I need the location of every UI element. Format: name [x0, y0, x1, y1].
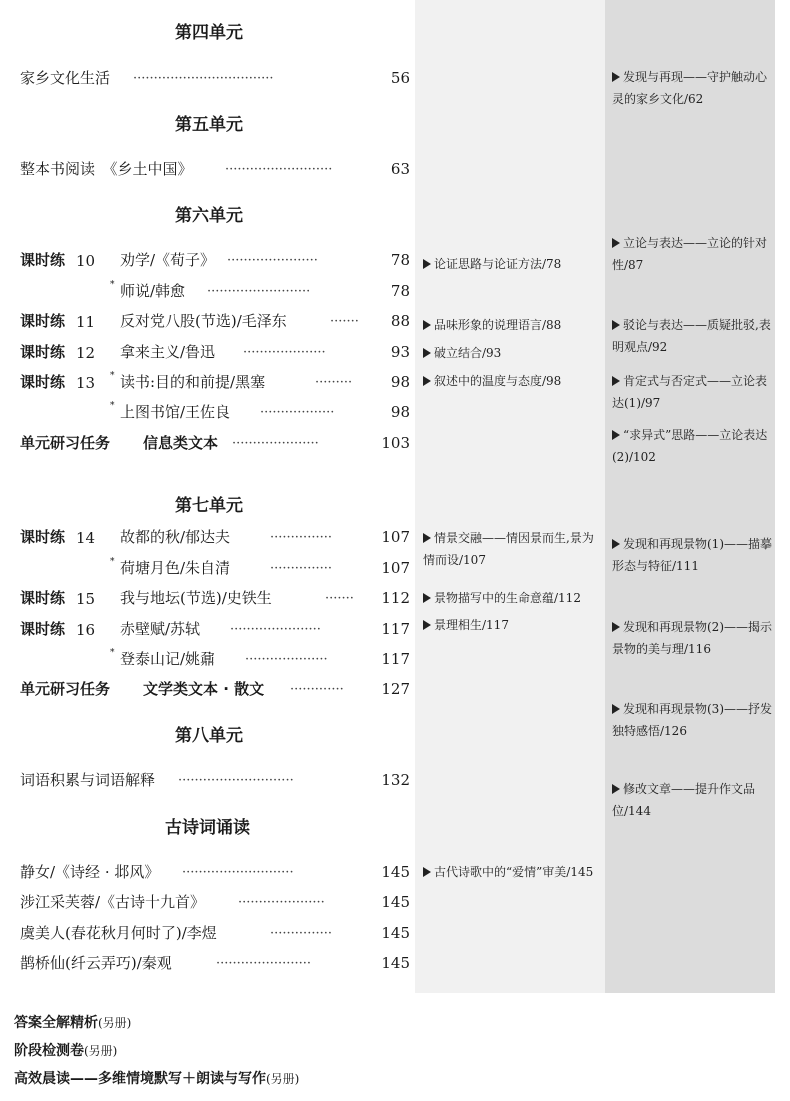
triangle-bullet-icon: [423, 867, 431, 877]
dot-leader: ···············: [270, 561, 332, 576]
right-note: 发现和再现景物(1)——描摹形态与特征/111: [612, 537, 772, 573]
right-note: 驳论与表达——质疑批驳,表明观点/92: [612, 318, 771, 354]
entry-page: 132: [381, 771, 410, 789]
entry-page: 145: [381, 863, 410, 881]
entry-page: 117: [381, 620, 410, 638]
triangle-bullet-icon: [612, 72, 620, 82]
optional-star: *: [110, 557, 115, 567]
entry-title: 师说/韩愈: [120, 282, 186, 300]
lesson-number: 15: [76, 590, 96, 608]
dot-leader: ·····················: [232, 436, 319, 451]
entry-page: 63: [390, 160, 410, 178]
dot-leader: ······················: [227, 253, 318, 268]
right-note: 发现与再现——守护触动心灵的家乡文化/62: [612, 70, 768, 106]
entry-page: 93: [390, 343, 410, 361]
entry-page: 88: [390, 312, 410, 330]
triangle-bullet-icon: [612, 238, 620, 248]
optional-star: *: [110, 648, 115, 658]
lesson-label: 课时练: [20, 343, 66, 361]
lesson-number: 10: [76, 252, 96, 270]
mid-notes-column: [415, 0, 605, 993]
entry-page: 107: [381, 528, 410, 546]
triangle-bullet-icon: [423, 320, 431, 330]
right-note: 发现和再现景物(3)——抒发独特感悟/126: [612, 702, 772, 738]
unit-title-6: 第六单元: [175, 206, 243, 226]
entry-title: 故都的秋/郁达夫: [120, 528, 231, 546]
mid-note: 古代诗歌中的“爱情”审美/145: [423, 861, 603, 883]
entry-page: 145: [381, 924, 410, 942]
right-note: “求异式”思路——立论表达(2)/102: [612, 428, 768, 464]
triangle-bullet-icon: [423, 376, 431, 386]
unit-title-4: 第四单元: [175, 23, 243, 43]
footer-morning-reading: 高效晨读——多维情境默写＋朗读与写作(另册): [14, 1071, 300, 1087]
lesson-label: 课时练: [20, 312, 66, 330]
unit-title-7: 第七单元: [175, 496, 243, 516]
lesson-label: 课时练: [20, 373, 66, 391]
dot-leader: ······················: [230, 622, 321, 637]
dot-leader: ·····················: [238, 895, 325, 910]
entry-page: 98: [390, 403, 410, 421]
dot-leader: ·······: [330, 314, 359, 329]
entry-page: 112: [381, 589, 410, 607]
dot-leader: ·························: [207, 284, 311, 299]
dot-leader: ···························: [182, 865, 294, 880]
triangle-bullet-icon: [423, 259, 431, 269]
dot-leader: ·········: [315, 375, 353, 390]
mid-note: 论证思路与论证方法/78: [423, 253, 603, 275]
lesson-number: 16: [76, 621, 96, 639]
optional-star: *: [110, 371, 115, 381]
lesson-number: 11: [76, 313, 96, 331]
lesson-label: 课时练: [20, 528, 66, 546]
lesson-number: 14: [76, 529, 96, 547]
footer-tests: 阶段检测卷(另册): [14, 1043, 118, 1059]
entry-page: 103: [381, 434, 410, 452]
mid-note: 品味形象的说理语言/88: [423, 314, 603, 336]
unit-title-ancient-poetry: 古诗词诵读: [165, 818, 250, 838]
entry-title: 虞美人(春花秋月何时了)/李煜: [20, 924, 217, 942]
optional-star: *: [110, 280, 115, 290]
entry-title: 赤壁赋/苏轼: [120, 620, 201, 638]
lesson-label: 课时练: [20, 589, 66, 607]
dot-leader: ····························: [178, 773, 294, 788]
dot-leader: ··································: [133, 71, 274, 86]
right-note: 发现和再现景物(2)——揭示景物的美与理/116: [612, 620, 772, 656]
entry-title: 反对党八股(节选)/毛泽东: [120, 312, 287, 330]
entry-title: 上图书馆/王佐良: [120, 403, 231, 421]
dot-leader: ··················: [260, 405, 335, 420]
entry-page: 145: [381, 893, 410, 911]
entry-page: 127: [381, 680, 410, 698]
entry-page: 98: [390, 373, 410, 391]
triangle-bullet-icon: [612, 430, 620, 440]
entry-title: 静女/《诗经 · 邶风》: [20, 863, 160, 881]
entry-title: 鹊桥仙(纤云弄巧)/秦观: [20, 954, 172, 972]
dot-leader: ·············: [290, 682, 344, 697]
entry-title: 拿来主义/鲁迅: [120, 343, 216, 361]
triangle-bullet-icon: [423, 620, 431, 630]
mid-note: 叙述中的温度与态度/98: [423, 370, 603, 392]
task-label: 单元研习任务: [20, 680, 111, 698]
entry-title: 整本书阅读 《乡土中国》: [20, 160, 193, 178]
entry-page: 78: [390, 251, 410, 269]
right-note: 立论与表达——立论的针对性/87: [612, 236, 768, 272]
entry-title: 劝学/《荀子》: [120, 251, 216, 269]
mid-note: 破立结合/93: [423, 342, 603, 364]
triangle-bullet-icon: [612, 784, 620, 794]
entry-title: 登泰山记/姚鼐: [120, 650, 216, 668]
right-note: 肯定式与否定式——立论表达(1)/97: [612, 374, 768, 410]
entry-page: 56: [390, 69, 410, 87]
dot-leader: ···············: [270, 530, 332, 545]
mid-note: 景物描写中的生命意蕴/112: [423, 587, 603, 609]
entry-title: 词语积累与词语解释: [20, 771, 156, 789]
right-note: 修改文章——提升作文品位/144: [612, 782, 756, 818]
triangle-bullet-icon: [612, 320, 620, 330]
lesson-number: 13: [76, 374, 96, 392]
optional-star: *: [110, 401, 115, 411]
lesson-label: 课时练: [20, 620, 66, 638]
dot-leader: ··························: [225, 162, 333, 177]
entry-title: 荷塘月色/朱自清: [120, 559, 231, 577]
triangle-bullet-icon: [612, 704, 620, 714]
unit-title-5: 第五单元: [175, 115, 243, 135]
entry-page: 145: [381, 954, 410, 972]
right-notes-column: [605, 0, 775, 993]
triangle-bullet-icon: [612, 376, 620, 386]
lesson-number: 12: [76, 344, 96, 362]
entry-title: 我与地坛(节选)/史铁生: [120, 589, 272, 607]
unit-title-8: 第八单元: [175, 726, 243, 746]
entry-page: 107: [381, 559, 410, 577]
dot-leader: ·······: [325, 591, 354, 606]
mid-note: 情景交融——情因景而生,景为情而设/107: [423, 531, 594, 567]
footer-answers: 答案全解精析(另册): [14, 1015, 132, 1031]
entry-title: 文学类文本 · 散文: [143, 680, 265, 698]
lesson-label: 课时练: [20, 251, 66, 269]
entry-title: 家乡文化生活: [20, 69, 111, 87]
entry-title: 涉江采芙蓉/《古诗十九首》: [20, 893, 206, 911]
task-label: 单元研习任务: [20, 434, 111, 452]
entry-page: 78: [390, 282, 410, 300]
entry-title: 信息类文本: [143, 434, 219, 452]
dot-leader: ·······················: [216, 956, 312, 971]
triangle-bullet-icon: [423, 593, 431, 603]
dot-leader: ····················: [243, 345, 326, 360]
mid-note: 景理相生/117: [423, 614, 603, 636]
triangle-bullet-icon: [423, 348, 431, 358]
triangle-bullet-icon: [612, 539, 620, 549]
triangle-bullet-icon: [612, 622, 620, 632]
entry-title: 读书:目的和前提/黑塞: [120, 373, 266, 391]
triangle-bullet-icon: [423, 533, 431, 543]
entry-page: 117: [381, 650, 410, 668]
dot-leader: ···············: [270, 926, 332, 941]
dot-leader: ····················: [245, 652, 328, 667]
